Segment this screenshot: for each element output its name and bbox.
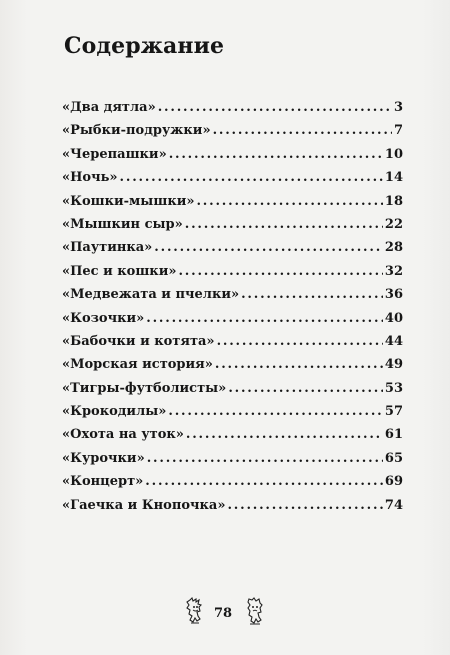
dot-leader [217,334,383,349]
toc-entry-title: «Охота на уток» [62,427,184,443]
toc-entry-title: «Крокодилы» [62,404,167,420]
toc-entry-page: 7 [393,123,403,139]
toc-entry-title: «Морская история» [62,357,213,373]
toc-entry-page: 3 [393,100,403,115]
toc-entry-page: 69 [384,474,403,490]
toc-entry-title: «Кошки-мышки» [62,193,195,209]
table-of-contents [62,100,403,521]
toc-entry [62,100,403,123]
toc-entry-title: «Тигры-футболисты» [62,380,227,396]
dot-leader [213,123,392,138]
dot-leader [241,287,383,302]
toc-entry-page: 28 [384,240,403,256]
dot-leader [228,381,383,396]
toc-entry-title: «Два дятла» [62,100,156,115]
toc-entry-page: 36 [384,287,403,303]
toc-entry-page: 74 [384,497,403,513]
page-footer [0,593,450,633]
dot-leader [168,404,383,419]
toc-entry-title: «Медвежата и пчелки» [62,287,240,303]
toc-entry [62,404,403,427]
dot-leader [147,451,383,466]
toc-entry-page: 14 [384,170,403,186]
dot-leader [169,147,383,162]
toc-entry-title: «Гаечка и Кнопочка» [62,497,226,513]
toc-entry-page: 10 [384,146,403,162]
toc-entry-title: «Курочки» [62,450,145,466]
dot-leader [158,100,392,115]
toc-entry [62,311,403,334]
dot-leader [186,427,383,442]
toc-entry-page: 53 [384,380,403,396]
dot-leader [196,194,382,209]
toc-entry-title: «Паутинка» [62,240,153,256]
toc-entry [62,264,403,287]
dot-leader [154,240,383,255]
dot-leader [178,264,382,279]
toc-entry-title: «Рыбки-подружки» [62,123,211,139]
toc-entry [62,357,403,380]
toc-entry [62,240,403,263]
dot-leader [185,217,383,232]
cartoon-character-icon [184,597,206,629]
toc-entry [62,123,403,146]
dot-leader [227,498,382,513]
toc-entry-title: «Пес и кошки» [62,263,177,279]
toc-entry-page: 57 [384,404,403,420]
toc-entry-title: «Ночь» [62,170,118,186]
toc-entry-title: «Мышкин сыр» [62,216,183,232]
toc-entry [62,170,403,193]
dot-leader [145,474,383,489]
toc-entry-title: «Черепашки» [62,146,167,162]
page-title: Содержание [64,33,225,59]
toc-entry-page: 44 [384,333,403,349]
dot-leader [146,311,383,326]
toc-entry [62,451,403,474]
toc-entry-title: «Концерт» [62,474,144,490]
toc-entry [62,194,403,217]
toc-entry [62,334,403,357]
toc-entry-page: 65 [384,450,403,466]
toc-entry [62,217,403,240]
dot-leader [215,357,383,372]
dot-leader [120,170,383,185]
toc-entry-page: 32 [384,263,403,279]
toc-entry-page: 40 [384,310,403,326]
toc-entry [62,474,403,497]
toc-entry-title: «Козочки» [62,310,145,326]
toc-entry [62,147,403,170]
toc-entry-page: 18 [384,193,403,209]
toc-entry-page: 22 [384,216,403,232]
toc-entry [62,287,403,310]
page-number: 78 [214,606,233,621]
toc-entry [62,381,403,404]
toc-entry-page: 49 [384,357,403,373]
toc-entry-page: 61 [384,427,403,443]
toc-entry [62,498,403,521]
toc-entry-title: «Бабочки и котята» [62,333,215,349]
toc-entry [62,427,403,450]
cartoon-character-icon [244,597,266,629]
